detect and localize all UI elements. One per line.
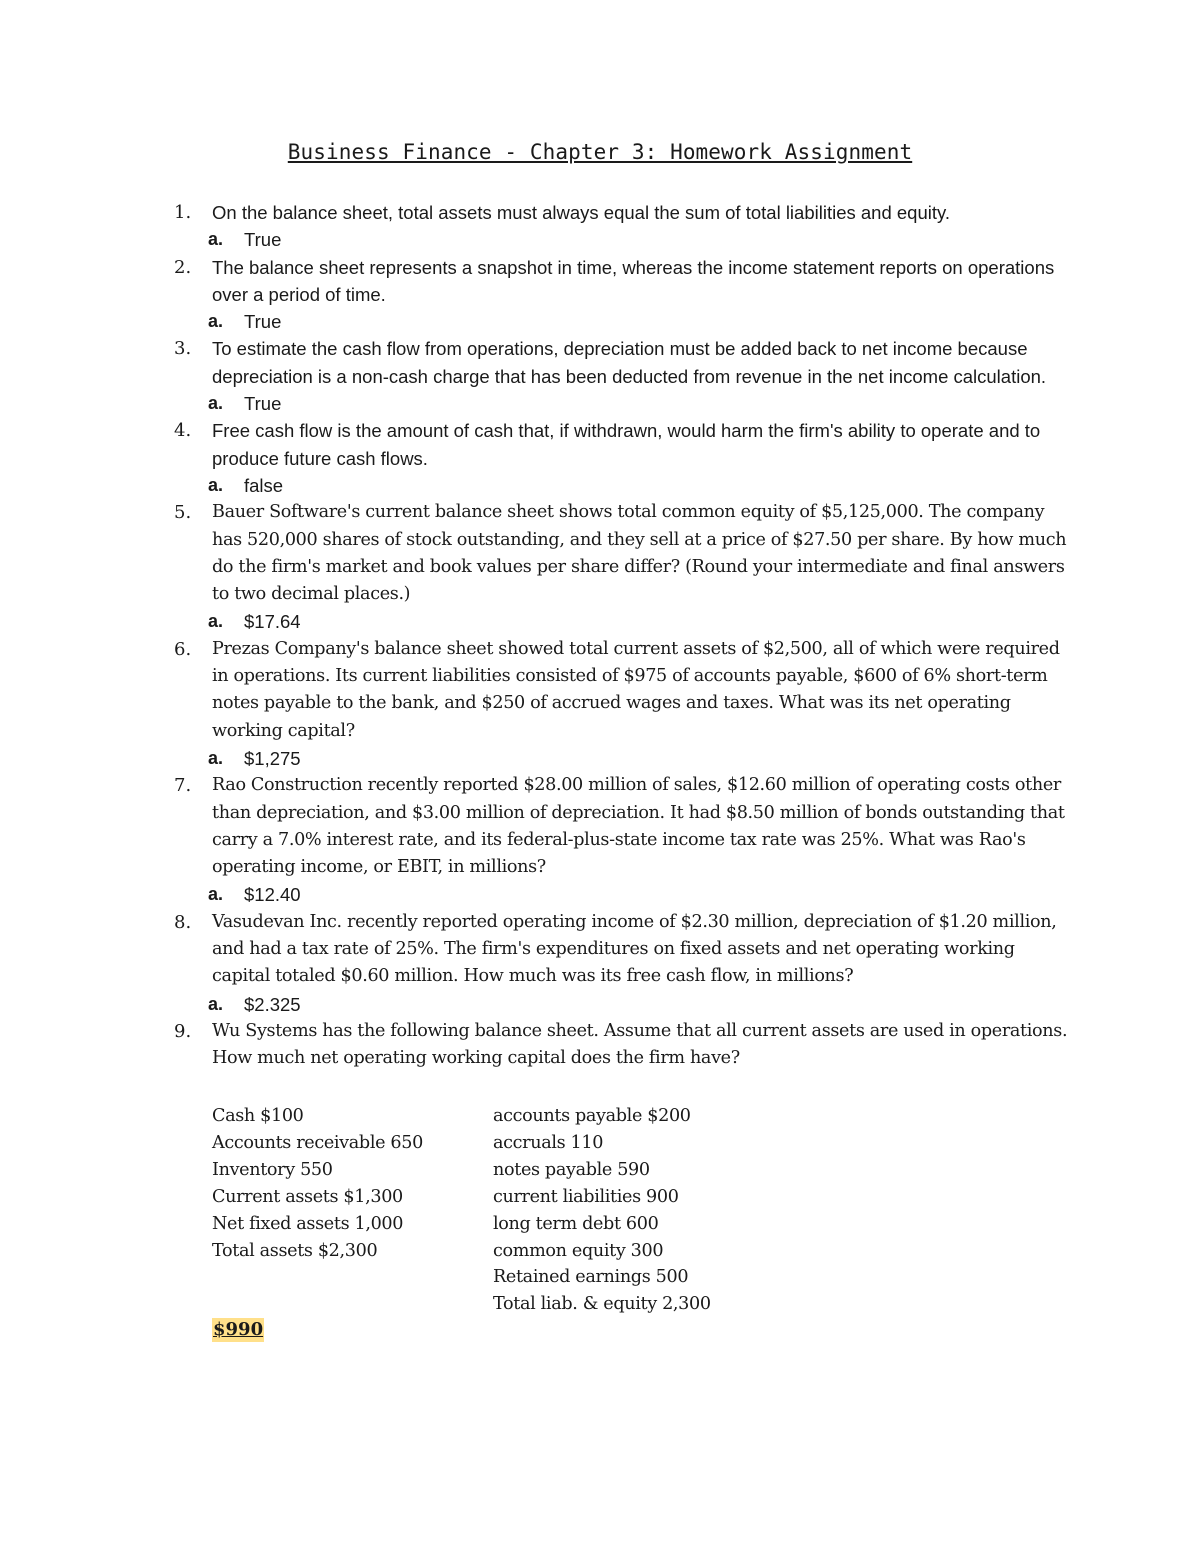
final-answer-highlight: $990 <box>213 1319 264 1340</box>
question-number: 9. <box>174 1020 192 1042</box>
question-number: 2. <box>174 256 192 278</box>
liabilities-column <box>493 1103 711 1318</box>
assets-column <box>212 1103 423 1264</box>
balance-sheet-row: long term debt 600 <box>493 1213 659 1234</box>
question-list <box>174 199 1074 1073</box>
answer-7 <box>174 881 1074 908</box>
question-text: Wu Systems has the following balance sheet. Assume that all current assets are used in operations. How much net operating working capital does the firm have? <box>212 1020 1068 1069</box>
question-5 <box>174 499 1074 608</box>
question-number: 1. <box>174 202 192 223</box>
question-4 <box>174 417 1074 472</box>
balance-sheet-row: Inventory 550 <box>212 1159 333 1180</box>
question-text: Bauer Software's current balance sheet shows total common equity of $5,125,000. The company has 520,000 shares of stock outstanding, and they sell at a price of $27.50 per share. By how much do the firm's market and book values per share differ? (Round your intermediate and final answers to two decimal places.) <box>212 502 1067 605</box>
answer-8 <box>174 991 1074 1018</box>
question-6 <box>174 636 1074 745</box>
question-text: Rao Construction recently reported $28.00 million of sales, $12.60 million of operating costs other than depreciation, and $3.00 million of depreciation. It had $8.50 million of bonds outstanding that carry a 7.0% interest rate, and its federal-plus-state income tax rate was 25%. What was Rao's operating income, or EBIT, in millions? <box>212 775 1065 878</box>
question-1 <box>174 199 1074 226</box>
question-text: The balance sheet represents a snapshot in time, whereas the income statement reports on operations over a period of time. <box>212 256 1055 305</box>
answer-text: false <box>244 474 284 496</box>
answer-text: $12.40 <box>244 884 301 906</box>
answer-5 <box>174 608 1074 635</box>
balance-sheet-row: notes payable 590 <box>493 1159 650 1180</box>
question-text: On the balance sheet, total assets must always equal the sum of total liabilities and equity. <box>212 202 951 223</box>
question-number: 4. <box>174 420 192 442</box>
answer-label: a. <box>208 311 224 332</box>
answer-label: a. <box>208 611 224 632</box>
balance-sheet-row: Total liab. & equity 2,300 <box>493 1294 711 1315</box>
question-text: To estimate the cash flow from operations, depreciation must be added back to net income because depreciation is a non-cash charge that has been deducted from revenue in the net income calculation. <box>212 338 1047 387</box>
answer-label: a. <box>208 393 224 414</box>
question-number: 5. <box>174 502 192 524</box>
balance-sheet-row: Cash $100 <box>212 1106 304 1126</box>
question-number: 7. <box>174 775 192 797</box>
balance-sheet-row: accruals 110 <box>493 1132 604 1153</box>
balance-sheet-row: Accounts receivable 650 <box>212 1132 423 1153</box>
answer-text: $17.64 <box>244 611 301 633</box>
question-9 <box>174 1018 1074 1073</box>
question-number: 3. <box>174 338 192 360</box>
balance-sheet-row: accounts payable $200 <box>493 1106 691 1126</box>
question-text: Vasudevan Inc. recently reported operating income of $2.30 million, depreciation of $1.20 million, and had a tax rate of 25%. The firm's expenditures on fixed assets and net operating working capital totaled $0.60 million. How much was its free cash flow, in millions? <box>212 911 1057 987</box>
question-text: Free cash flow is the amount of cash that, if withdrawn, would harm the firm's ability to operate and to produce future cash flows. <box>212 420 1041 469</box>
document-title: Business Finance - Chapter 3: Homework Assignment <box>287 140 913 164</box>
answer-3 <box>174 390 1074 417</box>
answer-label: a. <box>208 884 224 905</box>
answer-6 <box>174 745 1074 772</box>
question-8 <box>174 909 1074 991</box>
question-3 <box>174 335 1074 390</box>
balance-sheet-row: Retained earnings 500 <box>493 1267 689 1288</box>
answer-4 <box>174 472 1074 499</box>
balance-sheet-row: Current assets $1,300 <box>212 1186 403 1207</box>
question-2 <box>174 254 1074 309</box>
answer-label: a. <box>208 747 224 768</box>
answer-label: a. <box>208 229 224 250</box>
question-7 <box>174 772 1074 881</box>
answer-text: $2.325 <box>244 993 301 1015</box>
question-number: 8. <box>174 911 192 933</box>
question-text: Prezas Company's balance sheet showed total current assets of $2,500, all of which were required in operations. Its current liabilities consisted of $975 of accounts payable, $600 of 6% short-term notes payable to the bank, and $250 of accrued wages and taxes. What was its net operating working capital? <box>212 638 1060 741</box>
question-number: 6. <box>174 638 192 660</box>
balance-sheet-row: current liabilities 900 <box>493 1186 679 1207</box>
answer-label: a. <box>208 993 224 1014</box>
answer-label: a. <box>208 474 224 495</box>
balance-sheet-row: Net fixed assets 1,000 <box>212 1213 404 1234</box>
balance-sheet-row: common equity 300 <box>493 1240 664 1261</box>
answer-1 <box>174 226 1074 253</box>
answer-2 <box>174 308 1074 335</box>
answer-text: $1,275 <box>244 747 301 769</box>
answer-text: True <box>244 311 282 333</box>
answer-text: True <box>244 229 282 251</box>
balance-sheet-row: Total assets $2,300 <box>212 1240 378 1261</box>
answer-text: True <box>244 393 282 415</box>
